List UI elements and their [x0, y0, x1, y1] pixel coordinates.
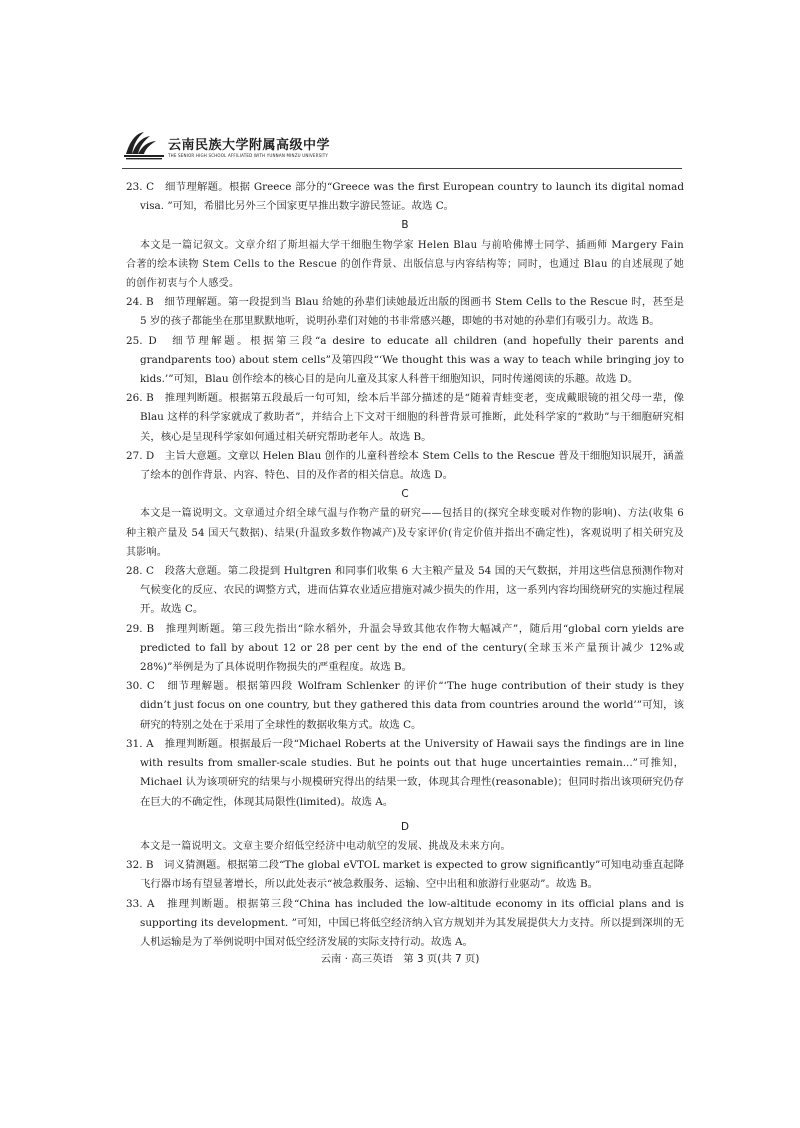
school-header	[122, 128, 692, 168]
answer-28: 28. C 段落大意题。第二段提到 Hultgren 和同事们收集 6 大主粮产量及 54 国的天气数据，并用这些信息预测作物对气候变化的反应、农民的调整方式，进而估算农业适应措施对减少损失的作用，这一系列内容均围绕研究的实施过程展开。故选 C。	[126, 565, 684, 616]
section-b-summary: 本文是一篇记叙文。文章介绍了斯坦福大学干细胞生物学家 Helen Blau 与前哈佛博士同学、插画师 Margery Fain 合著的绘本读物 Stem Cells to the Rescue 的创作背景、出版信息与内容结构等；同时，也通过 Blau 的自述展现了她的创作初衷与个人感受。	[126, 239, 684, 290]
answer-32: 32. B 词义猜测题。根据第二段“The global eVTOL market is expected to grow significantly”可知电动垂直起降飞行器市场有望显著增长，所以此处表示“被急救服务、运输、空中出租和旅游行业驱动”。故选 B。	[126, 859, 684, 891]
section-c-heading: C	[401, 488, 409, 501]
answer-24: 24. B 细节理解题。第一段提到当 Blau 给她的孙辈们读她最近出版的图画书 Stem Cells to the Rescue 时，甚至是 5 岁的孩子都能坐在那里默默地听，说明孙辈们对她的书非常感兴趣，即她的书对她的孙辈们有吸引力。故选 B。	[126, 296, 684, 328]
answer-31: 31. A 推理判断题。根据最后一段“Michael Roberts at the University of Hawaii says the findings are in line with results from smaller-scale studies. But he points out that huge uncertainties remain...”可推知，Michael 认为该项研究的结果与小规模研究得出的结果一致，体现其合理性(reasonable)；但同时指出该项研究仍存在巨大的不确定性，体现其局限性(limited)。故选 A。	[126, 737, 684, 808]
answer-key-body	[126, 178, 684, 952]
school-name: 云南民族大学附属高级中学	[168, 138, 331, 153]
section-d-summary: 本文是一篇说明文。文章主要介绍低空经济中电动航空的发展、挑战及未来方向。	[140, 840, 511, 852]
answer-25: 25. D 细节理解题。根据第三段“a desire to educate all children (and hopefully their parents and grandparents too) about stem cells”及第四段“‘We thought this was a way to teach while bringing joy to kids.’”可知，Blau 创作绘本的核心目的是向儿童及其家人科普干细胞知识，同时传递阅读的乐趣。故选 D。	[126, 334, 684, 386]
section-c-summary: 本文是一篇说明文。文章通过介绍全球气温与作物产量的研究——包括目的(探究全球变暖对作物的影响)、方法(收集 6 种主粮产量及 54 国天气数据)、结果(升温致多数作物减产)及专家评价(肯定价值并指出不确定性)，客观说明了相关研究及其影响。	[126, 508, 684, 558]
answer-27: 27. D 主旨大意题。文章以 Helen Blau 创作的儿童科普绘本 Stem Cells to the Rescue 普及干细胞知识展开，涵盖了绘本的创作背景、内容、特色、目的及作者的相关信息。故选 D。	[126, 449, 684, 482]
answer-29: 29. B 推理判断题。第三段先指出“除水稻外，升温会导致其他农作物大幅减产”，随后用“global corn yields are predicted to fall by about 12 or 28 per cent by the end of the century(全球玉米产量预计减少 12%或 28%)”举例是为了具体说明作物损失的严重程度。故选 B。	[126, 622, 684, 674]
section-b-heading: B	[401, 219, 409, 232]
answer-30: 30. C 细节理解题。根据第四段 Wolfram Schlenker 的评价“‘The huge contribution of their study is they didn’t just focus on one country, but they gathered this data from countries around the world’”可知，该研究的特别之处在于采用了全球性的数据收集方式。故选 C。	[126, 680, 684, 731]
answer-33: 33. A 推理判断题。根据第三段“China has included the low-altitude economy in its official plans and is supporting its development. ”可知，中国已将低空经济纳入官方规划并为其发展提供大力支持。所以提到深圳的无人机运输是为了举例说明中国对低空经济发展的实际支持行动。故选 A。	[126, 897, 684, 948]
answer-26: 26. B 推理判断题。根据第五段最后一句可知，绘本后半部分描述的是“随着青蛙变老，变成戴眼镜的祖父母一辈，像 Blau 这样的科学家就成了救助者”，并结合上下文对干细胞的科普背景可推断，此处科学家的“救助”与干细胞研究相关，核心是呈现科学家如何通过相关研究帮助老年人。故选 B。	[126, 392, 684, 443]
page-footer: 云南 · 高三英语 第 3 页(共 7 页)	[320, 953, 480, 965]
school-name-english: THE SENIOR HIGH SCHOOL AFFILIATED WITH YUNNAN MINZU UNIVERSITY	[168, 153, 328, 158]
school-logo-icon	[122, 128, 166, 162]
answer-23: 23. C 细节理解题。根据 Greece 部分的“Greece was the first European country to launch its digital nomad visa. ”可知，希腊比另外三个国家更早推出数字游民签证。故选 C。	[126, 181, 684, 213]
header-divider	[122, 168, 682, 169]
section-d-heading: D	[400, 820, 409, 833]
